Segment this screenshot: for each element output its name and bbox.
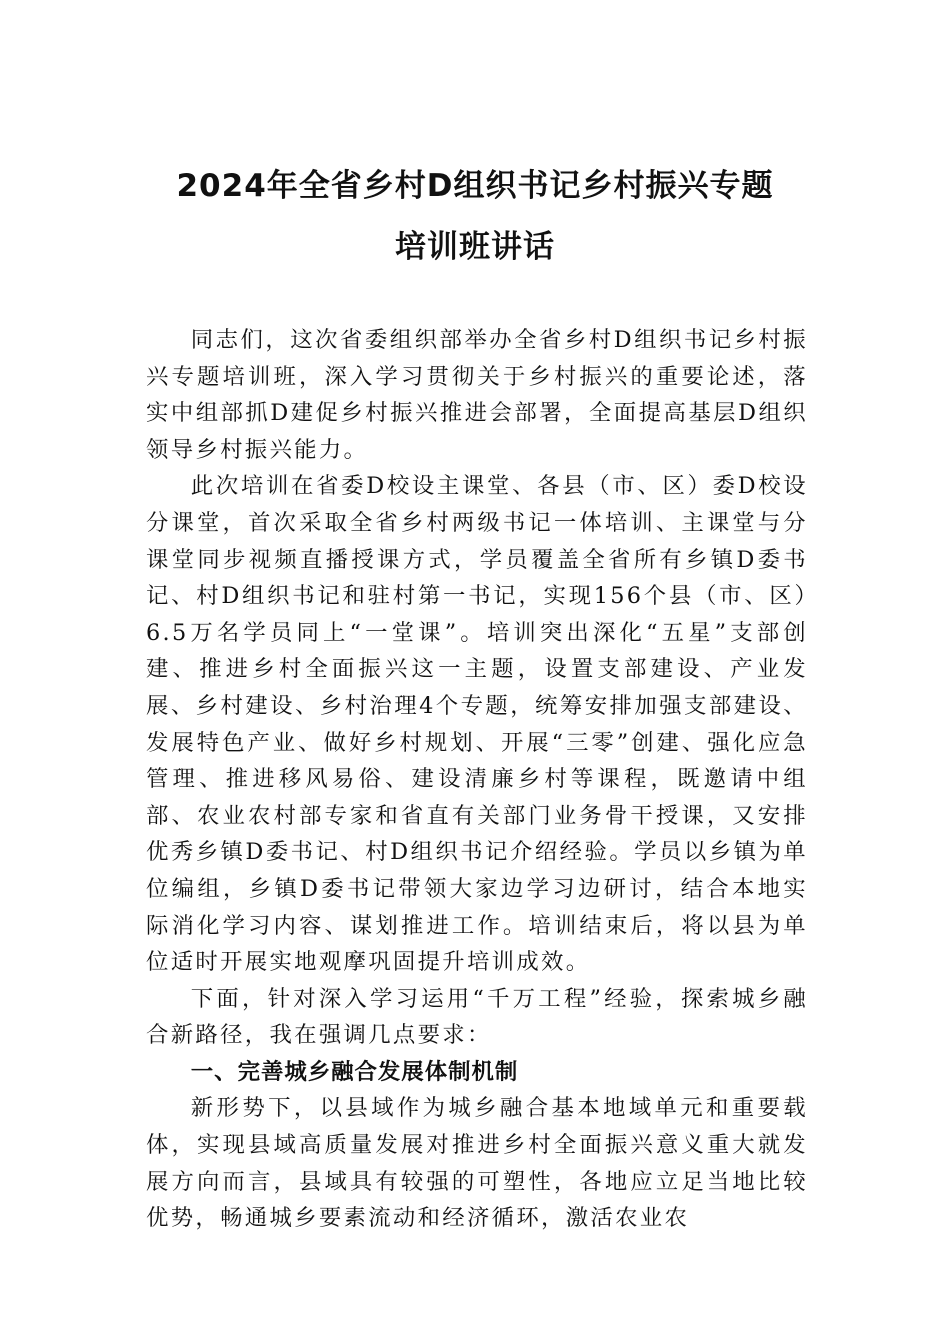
paragraph-opening: 同志们，这次省委组织部举办全省乡村D组织书记乡村振兴专题培训班，深入学习贯彻关于乡村振兴的重要论述，落实中组部抓D建促乡村振兴推进会部署，全面提高基层D组织领导乡村振兴能力。 xyxy=(146,327,808,463)
paragraph-section-1: 新形势下，以县域作为城乡融合基本地域单元和重要载体，实现县域高质量发展对推进乡村全面振兴意义重大就发展方向而言，县域具有较强的可塑性，各地应立足当地比较优势，畅通城乡要素流动和经济循环，激活农业农 xyxy=(146,1095,808,1232)
document-title-line-2: 培训班讲话 xyxy=(395,229,555,265)
section-heading-1: 一、完善城乡融合发展体制机制 xyxy=(190,1058,519,1085)
document-title-line-1: 2024年全省乡村D组织书记乡村振兴专题 xyxy=(176,168,774,204)
paragraph-requirements-intro: 下面，针对深入学习运用“千万工程”经验，探索城乡融合新路径，我在强调几点要求： xyxy=(146,985,808,1049)
document-body xyxy=(146,322,808,1237)
paragraph-training-overview: 此次培训在省委D校设主课堂、各县（市、区）委D校设分课堂，首次采取全省乡村两级书记一体培训、主课堂与分课堂同步视频直播授课方式，学员覆盖全省所有乡镇D委书记、村D组织书记和驻村第一书记，实现156个县（市、区）6.5万名学员同上“一堂课”。培训突出深化“五星”支部创建、推进乡村全面振兴这一主题，设置支部建设、产业发展、乡村建设、乡村治理4个专题，统筹安排加强支部建设、发展特色产业、做好乡村规划、开展“三零”创建、强化应急管理、推进移风易俗、建设清廉乡村等课程，既邀请中组部、农业农村部专家和省直有关部门业务骨干授课，又安排优秀乡镇D委书记、村D组织书记介绍经验。学员以乡镇为单位编组，乡镇D委书记带领大家边学习边研讨，结合本地实际消化学习内容、谋划推进工作。培训结束后，将以县为单位适时开展实地观摩巩固提升培训成效。 xyxy=(146,473,808,976)
